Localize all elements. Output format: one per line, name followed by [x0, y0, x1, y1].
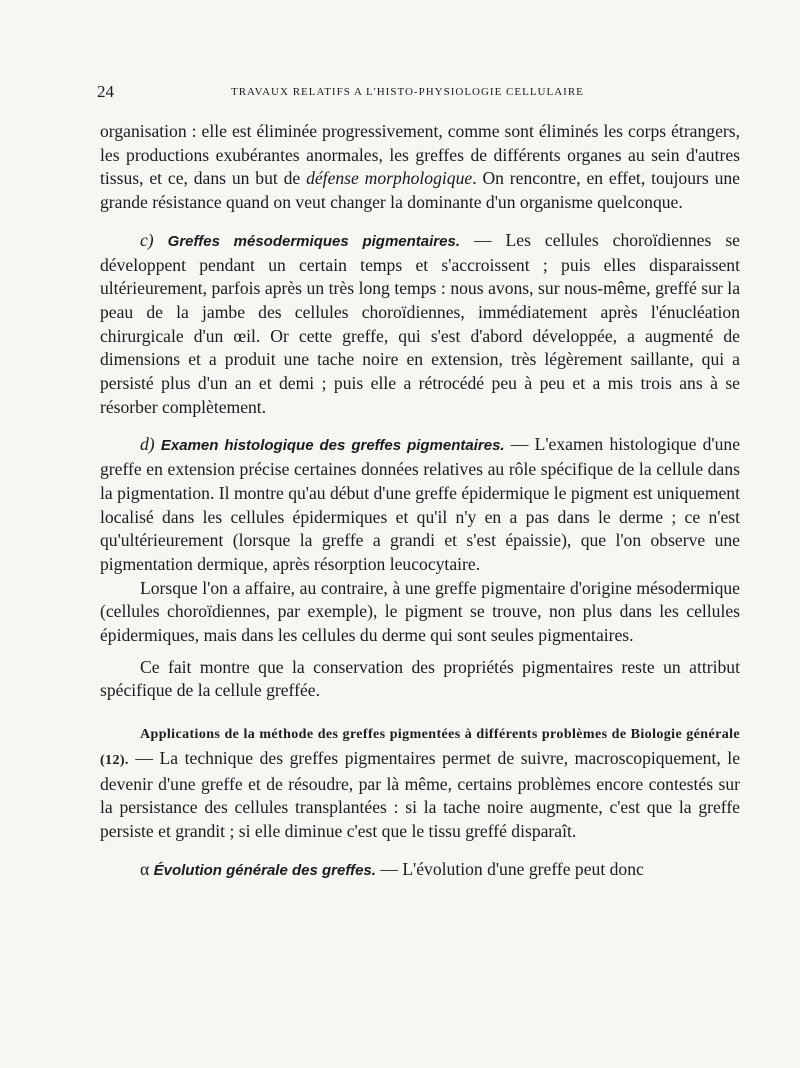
paragraph-contrary: Lorsque l'on a affaire, au contraire, à une greffe pigmentaire d'origine mésodermique (cellules choroïdiennes, par exemple), le pigment se trouve, non plus dans les cellules épidermiques, mais dans les cellules du derme qui sont seules pigmentaires. — [100, 577, 740, 646]
em-dash: — — [375, 858, 403, 879]
paragraph-text: organisation : elle est éliminée progressivement, comme sont éliminés les corps étrangers, les productions exubérantes anormales, les greffes de différents organes au sein d'autres tissus, et ce, dans un but de — [100, 121, 740, 189]
section-heading-evolution-generale: Évolution générale des greffes. — [153, 861, 376, 879]
running-title: TRAVAUX RELATIFS A L'HISTO-PHYSIOLOGIE CELLULAIRE — [231, 86, 584, 98]
paragraph-applications — [100, 721, 740, 844]
paragraph-text: L'examen histologique d'une greffe en extension précise certaines données relatives au rôle spécifique de la cellule dans la pigmentation. Il montre qu'au début d'une greffe épidermique le pigment est uniquement localisé dans les cellules épidermiques et qu'il n'y en a pas dans le derme ; ce n'est qu'ultérieurement (lorsque la greffe a grandi et s'est épaissie), que l'on observe une pigmentation dermique, après résorption leucocytaire. — [100, 434, 741, 574]
paragraph-text: L'évolution d'une greffe peut donc — [402, 858, 644, 879]
page-number: 24 — [97, 82, 114, 101]
body-text — [100, 120, 740, 882]
section-letter: c) — [140, 229, 154, 250]
em-dash: — — [459, 229, 506, 250]
paragraph-organisation — [100, 120, 740, 215]
paragraph-fact: Ce fait montre que la conservation des propriétés pigmentaires reste un attribut spécifique de la cellule greffée. — [100, 656, 740, 701]
em-dash: — — [128, 747, 160, 768]
emphasis-defense-morphologique: défense morphologique — [306, 168, 473, 189]
running-header — [97, 82, 740, 106]
paragraph-text: . On rencontre, en effet, toujours une grande résistance quand on veut changer la dominante d'un organisme quelconque. — [100, 168, 740, 213]
paragraph-alpha — [100, 858, 740, 883]
section-heading-greffes-mesodermiques: Greffes mésodermiques pigmentaires. — [167, 232, 460, 250]
paragraph-text: La technique des greffes pigmentaires permet de suivre, macroscopiquement, le devenir d'une greffe et de résoudre, par là même, certains problèmes encore contestés sur la persistance des cellules transplantées : si la tache noire augmente, c'est que la greffe persiste et grandit ; si elle diminue c'est que le tissu greffé disparaît. — [100, 747, 741, 841]
em-dash: — — [504, 434, 535, 455]
section-heading-examen-histologique: Examen histologique des greffes pigmentaires. — [160, 437, 505, 455]
paragraph-section-d — [100, 433, 740, 576]
paragraph-section-c — [100, 229, 740, 420]
section-heading-applications: Applications de la méthode des greffes pigmentées à différents problèmes de Biologie générale (12). — [100, 727, 740, 768]
section-letter: α — [140, 858, 150, 879]
paragraph-text: Les cellules choroïdiennes se développent pendant un certain temps et s'accroissent ; puis elles disparaissent ultérieurement, parfois après un très long temps : nous avons, sur nous-même, greffé sur la peau de la jambe des cellules choroïdiennes, immédiatement après l'énucléation chirurgicale d'un œil. Or cette greffe, qui s'est d'abord développée, a augmenté de dimensions et a produit une tache noire en extension, très légèrement saillante, qui a persisté plus d'un an et demi ; puis elle a rétrocédé peu à peu et a mis trois ans à se résorber complètement. — [100, 229, 740, 417]
section-letter: d) — [140, 434, 155, 455]
